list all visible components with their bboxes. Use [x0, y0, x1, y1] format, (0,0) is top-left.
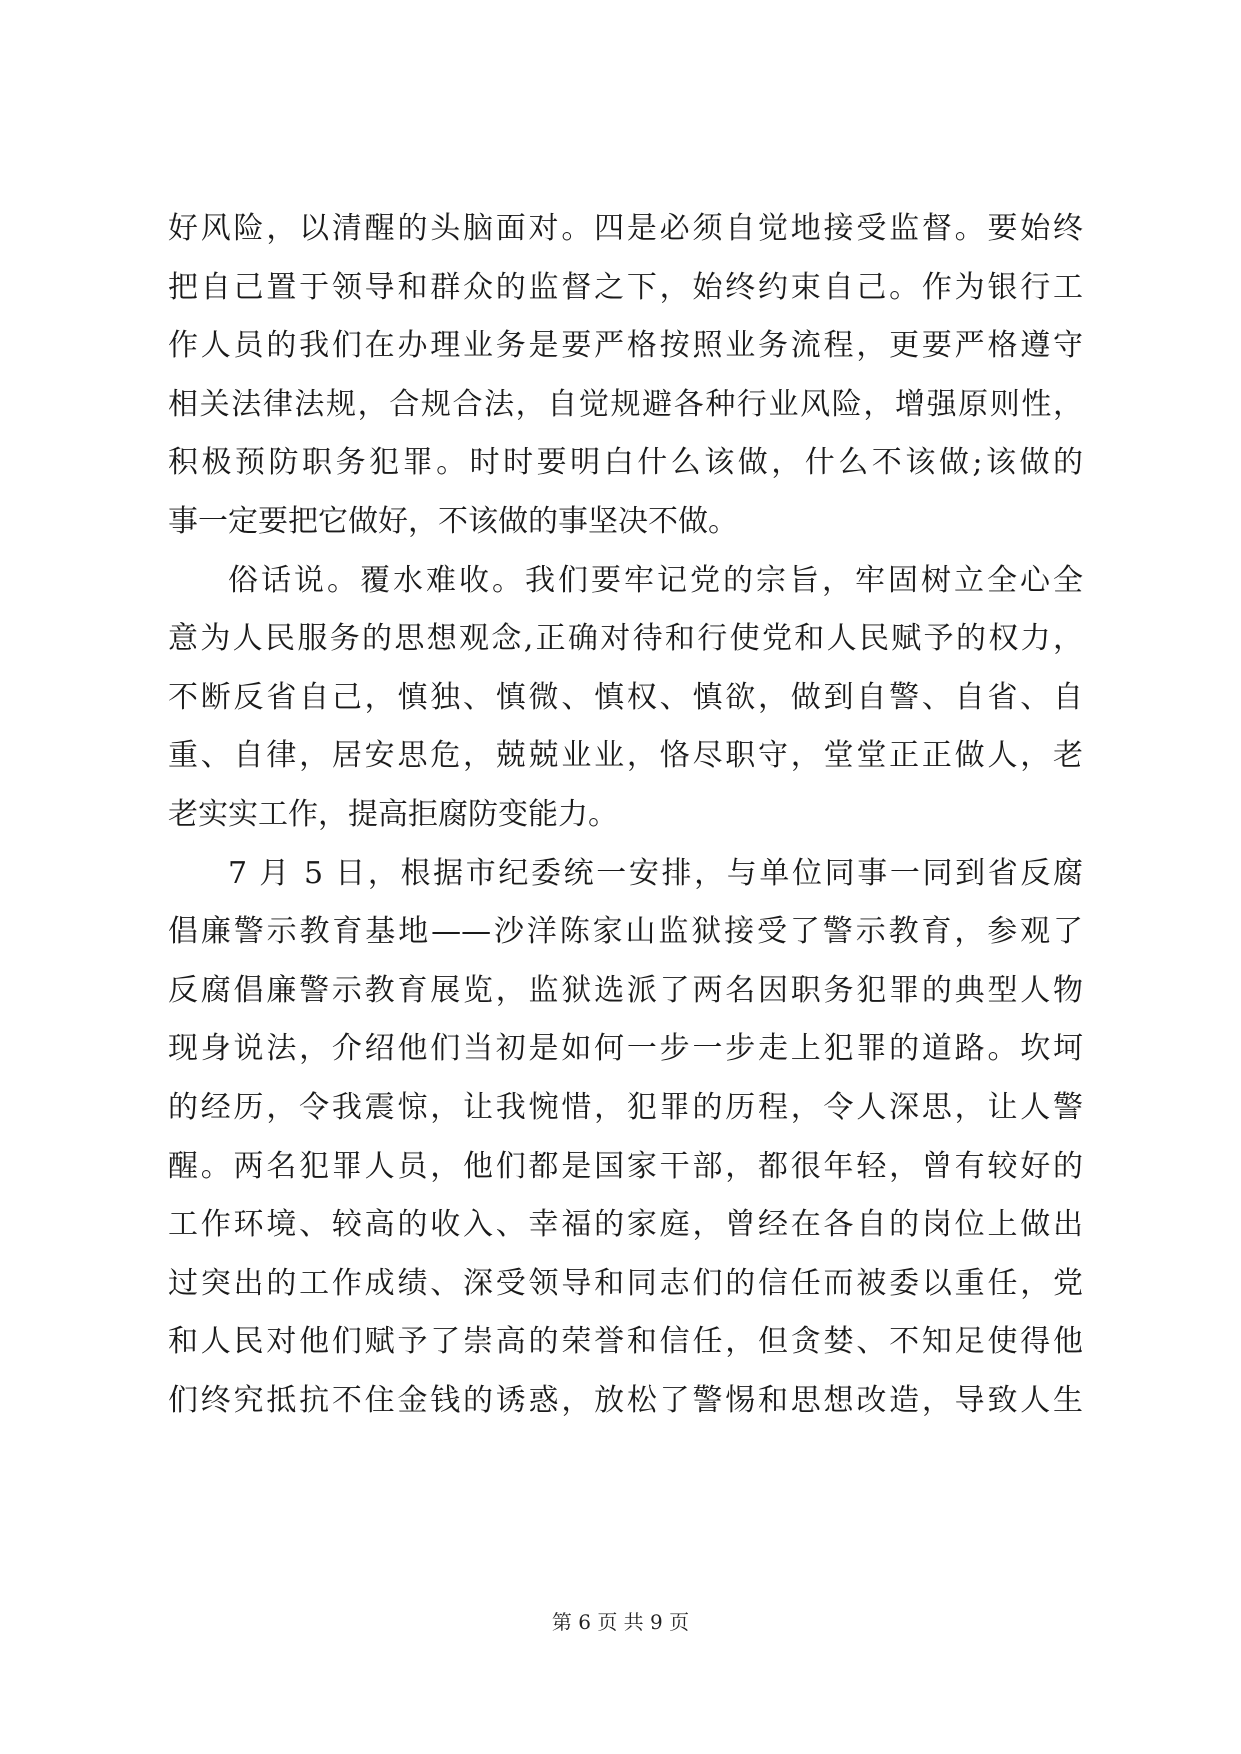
text-line: 相关法律法规，合规合法，自觉规避各种行业风险，增强原则性，: [168, 386, 1083, 422]
text-line: 事一定要把它做好，不该做的事坚决不做。: [168, 503, 738, 539]
text-line: 和人民对他们赋予了崇高的荣誉和信任，但贪婪、不知足使得他: [168, 1324, 1083, 1360]
text-line: 把自己置于领导和群众的监督之下，始终约束自己。作为银行工: [168, 269, 1083, 305]
text-line: 过突出的工作成绩、深受领导和同志们的信任而被委以重任，党: [168, 1265, 1083, 1301]
text-line: 醒。两名犯罪人员，他们都是国家干部，都很年轻，曾有较好的: [168, 1148, 1083, 1184]
text-line: 现身说法，介绍他们当初是如何一步一步走上犯罪的道路。坎坷: [168, 1031, 1083, 1067]
text-line: 俗话说。覆水难收。我们要牢记党的宗旨，牢固树立全心全: [228, 562, 1083, 598]
paragraph: [168, 200, 1083, 552]
text-line: 们终究抵抗不住金钱的诱惑，放松了警惕和思想改造，导致人生: [168, 1382, 1083, 1418]
document-body: [168, 200, 1083, 1430]
page-footer: [0, 1608, 1241, 1636]
paragraph: [168, 552, 1083, 845]
text-line: 重、自律，居安思危，兢兢业业，恪尽职守，堂堂正正做人，老: [168, 738, 1083, 774]
text-line: 反腐倡廉警示教育展览，监狱选派了两名因职务犯罪的典型人物: [168, 972, 1083, 1008]
text-line: 的经历，令我震惊，让我惋惜，犯罪的历程，令人深思，让人警: [168, 1089, 1083, 1125]
text-line: 倡廉警示教育基地——沙洋陈家山监狱接受了警示教育，参观了: [168, 914, 1083, 950]
text-line: 不断反省自己，慎独、慎微、慎权、慎欲，做到自警、自省、自: [168, 679, 1083, 715]
text-line: 意为人民服务的思想观念,正确对待和行使党和人民赋予的权力，: [168, 621, 1083, 657]
text-line: 7 月 5 日，根据市纪委统一安排，与单位同事一同到省反腐: [228, 855, 1083, 891]
text-line: 老实实工作，提高拒腐防变能力。: [168, 796, 618, 832]
page-number-label: 第 6 页 共 9 页: [551, 1610, 690, 1634]
text-line: 好风险，以清醒的头脑面对。四是必须自觉地接受监督。要始终: [168, 211, 1083, 246]
paragraph: [168, 845, 1083, 1431]
text-line: 工作环境、较高的收入、幸福的家庭，曾经在各自的岗位上做出: [168, 1207, 1083, 1243]
text-line: 积极预防职务犯罪。时时要明白什么该做，什么不该做;该做的: [168, 445, 1083, 481]
text-line: 作人员的我们在办理业务是要严格按照业务流程，更要严格遵守: [168, 328, 1083, 364]
